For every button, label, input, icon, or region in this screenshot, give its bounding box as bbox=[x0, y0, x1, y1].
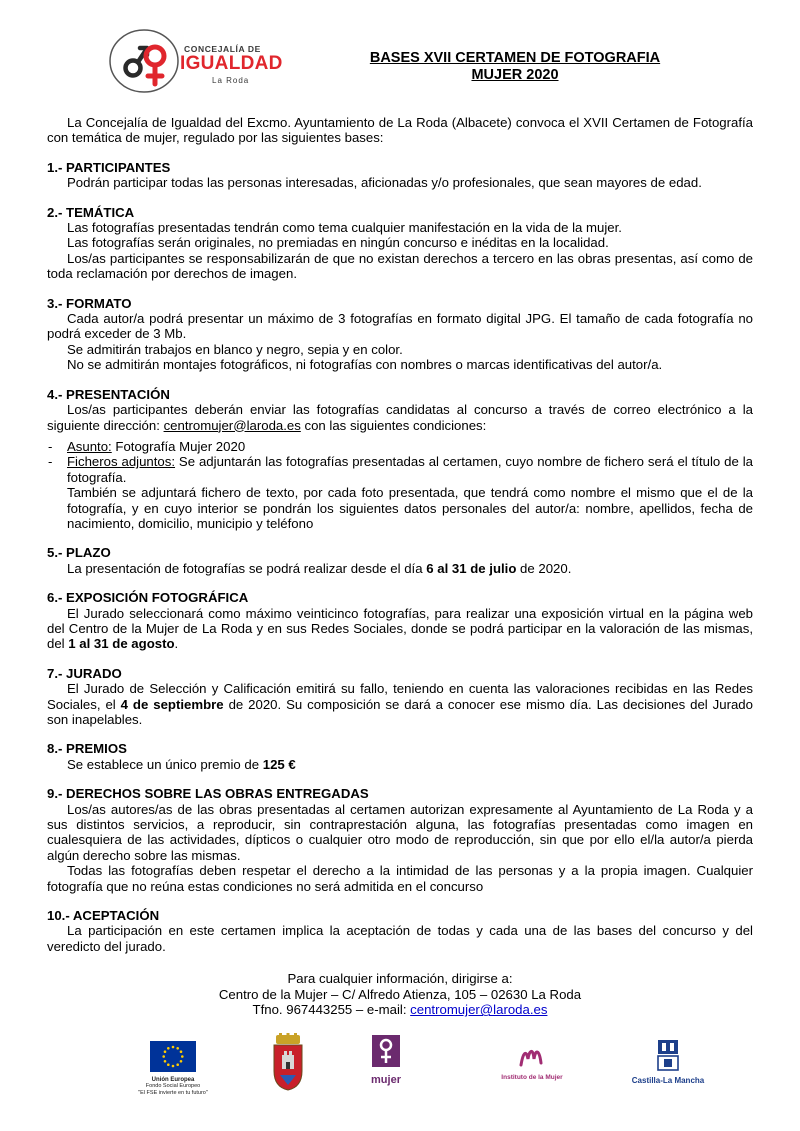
contact-line: Centro de la Mujer – C/ Alfredo Atienza, 105 – 02630 La Roda bbox=[218, 986, 582, 1002]
logo-top-text: CONCEJALÍA DE bbox=[184, 44, 261, 54]
text-span: con las siguientes condiciones: bbox=[300, 417, 487, 433]
paragraph bbox=[47, 402, 753, 433]
coat-of-arms-logo bbox=[268, 1033, 308, 1096]
condition-label: Ficheros adjuntos: bbox=[67, 454, 176, 470]
paragraph bbox=[47, 681, 753, 727]
text-span: La presentación de fotografías se podrá realizar desde el día bbox=[67, 560, 427, 576]
list-item bbox=[47, 439, 753, 454]
paragraph: Cada autor/a podrá presentar un máximo de 3 fotografías en formato digital JPG. El tamaño de cada fotografía no podrá exceder de 3 Mb. bbox=[47, 311, 753, 342]
eu-logo bbox=[138, 1041, 208, 1096]
condition-text: Fotografía Mujer 2020 bbox=[111, 438, 246, 454]
eu-label: Unión Europea bbox=[151, 1077, 195, 1083]
section-jurado bbox=[47, 666, 753, 728]
intro-paragraph: La Concejalía de Igualdad del Excmo. Ayuntamiento de La Roda (Albacete) convoca el XVII Certamen de Fotografía con temática de mujer, regulado por las siguientes bases: bbox=[47, 115, 753, 146]
section-heading: 7.- JURADO bbox=[47, 665, 122, 681]
text-span: Se establece un único premio de bbox=[67, 756, 263, 772]
logo-sub-text: La Roda bbox=[212, 76, 250, 85]
section-heading: 3.- FORMATO bbox=[47, 295, 132, 311]
paragraph bbox=[47, 606, 753, 652]
section-formato bbox=[47, 296, 753, 373]
eu-fund-label: Fondo Social Europeo bbox=[145, 1083, 201, 1089]
paragraph: La participación en este certamen implica la aceptación de todas y cada una de las bases del concurso y del veredicto del jurado. bbox=[47, 923, 753, 954]
document-title bbox=[330, 50, 700, 84]
bold-text: 1 al 31 de agosto bbox=[68, 636, 175, 652]
gender-equality-symbols-icon bbox=[108, 28, 180, 94]
condition-paragraph: También se adjuntará fichero de texto, por cada foto presentada, que tendrá como nombre el mismo que el de la fotografía, y en cuyo interior se pondrán los siguientes datos personales del autor/a: nombre, apellidos, fecha de nacimiento, domicilio, municipio y teléfono bbox=[67, 485, 753, 531]
paragraph: Los/as autores/as de las obras presentadas al certamen autorizan expresamente al Ayuntamiento de La Roda y a sus distintos servicios, a reproducir, sin contraprestación alguna, las fotografías presentadas como imagen en cualesquiera de las actividades, dípticos o cualquier otro modo de reproducción, sin que por ello el/la autor/a pierda algún derecho sobre las mismas. bbox=[47, 801, 753, 863]
section-derechos bbox=[47, 786, 753, 894]
section-heading: 8.- PREMIOS bbox=[47, 741, 127, 757]
text-span: de 2020. bbox=[516, 560, 572, 576]
document-body bbox=[47, 115, 753, 954]
list-item bbox=[47, 454, 753, 531]
text-span: de 2020. Su composición se dará a conocer ese mismo día. Las decisiones del Jurado son inapelables. bbox=[47, 696, 753, 727]
centro-mujer-logo bbox=[366, 1033, 406, 1086]
contact-line: Para cualquier información, dirigirse a: bbox=[287, 971, 513, 986]
section-plazo bbox=[47, 545, 753, 576]
contact-line bbox=[150, 1002, 650, 1018]
condition-label: Asunto: bbox=[67, 438, 112, 454]
paragraph bbox=[47, 757, 753, 772]
contact-email-link[interactable]: centromujer@laroda.es bbox=[410, 1002, 548, 1018]
section-premios bbox=[47, 741, 753, 772]
instituto-mujer-logo-icon bbox=[517, 1043, 547, 1069]
section-heading: 2.- TEMÁTICA bbox=[47, 204, 135, 220]
paragraph: Los/as participantes se responsabilizarán de que no existan derechos a tercero en las obras presentas, así como de toda reclamación por derechos de imagen. bbox=[47, 250, 753, 282]
eu-slogan: "El FSE invierte en tu futuro" bbox=[138, 1089, 208, 1096]
section-exposicion bbox=[47, 590, 753, 652]
text-span: El Jurado seleccionará como máximo veinticinco fotografías, para realizar una exposición virtual en la página web del Centro de la Mujer de La Roda y en sus Redes Sociales, donde se podrá participar en la valoración de las mismas, del bbox=[47, 605, 753, 652]
logo-main-text: IGUALDAD bbox=[180, 53, 283, 74]
paragraph: Las fotografías presentadas tendrán como tema cualquier manifestación en la vida de la mujer. bbox=[67, 220, 622, 236]
section-heading: 6.- EXPOSICIÓN FOTOGRÁFICA bbox=[47, 590, 249, 606]
section-aceptacion bbox=[47, 908, 753, 954]
concejalia-igualdad-logo bbox=[108, 28, 283, 94]
bold-text: 6 al 31 de julio bbox=[426, 560, 517, 576]
paragraph: No se admitirán montajes fotográficos, ni fotografías con nombres o marcas identificativas del autor/a. bbox=[67, 357, 663, 373]
email-link[interactable]: centromujer@laroda.es bbox=[163, 417, 301, 433]
section-heading: 1.- PARTICIPANTES bbox=[47, 159, 171, 175]
condition-text: Se adjuntarán las fotografías presentadas al certamen, cuyo nombre de fichero será el título de la fotografía. bbox=[67, 454, 753, 485]
section-heading: 10.- ACEPTACIÓN bbox=[47, 908, 160, 924]
title-line-1: BASES XVII CERTAMEN DE FOTOGRAFIA bbox=[369, 50, 661, 66]
title-line-2: MUJER 2020 bbox=[471, 67, 559, 83]
coat-of-arms-icon bbox=[270, 1033, 306, 1091]
text-span: Tfno. 967443255 – e-mail: bbox=[252, 1002, 411, 1018]
paragraph: Las fotografías serán originales, no premiadas en ningún concurso e inéditas en la localidad. bbox=[67, 235, 609, 251]
instituto-mujer-logo bbox=[492, 1043, 572, 1081]
centro-mujer-logo-icon bbox=[370, 1033, 402, 1069]
condition-paragraph bbox=[67, 454, 753, 485]
paragraph: Todas las fotografías deben respetar el derecho a la intimidad de las personas y a la propia imagen. Cualquier fotografía que no reúna estas condiciones no será admitida en el concurso bbox=[47, 863, 753, 894]
contact-info bbox=[150, 971, 650, 1018]
section-presentacion bbox=[47, 387, 753, 532]
intro-section bbox=[47, 115, 753, 146]
paragraph: Se admitirán trabajos en blanco y negro, sepia y en color. bbox=[67, 341, 403, 357]
section-heading: 4.- PRESENTACIÓN bbox=[47, 386, 170, 402]
section-participantes bbox=[47, 160, 753, 191]
section-heading: 9.- DERECHOS SOBRE LAS OBRAS ENTREGADAS bbox=[47, 786, 369, 802]
text-span: . bbox=[174, 636, 179, 652]
paragraph bbox=[47, 561, 753, 576]
footer-logos bbox=[0, 1033, 800, 1123]
castilla-la-mancha-logo-icon bbox=[655, 1039, 681, 1071]
mujer-logo-text: mujer bbox=[371, 1074, 401, 1086]
section-tematica bbox=[47, 205, 753, 282]
bold-text: 4 de septiembre bbox=[120, 696, 224, 712]
paragraph: Podrán participar todas las personas interesadas, aficionadas y/o profesionales, que sean mayores de edad. bbox=[67, 175, 702, 191]
instituto-label: Instituto de la Mujer bbox=[501, 1074, 563, 1081]
clm-label: Castilla-La Mancha bbox=[631, 1076, 705, 1085]
castilla-la-mancha-logo bbox=[626, 1039, 710, 1085]
bold-text: 125 € bbox=[262, 756, 296, 772]
text-span: El Jurado de Selección y Calificación emitirá su fallo, teniendo en cuenta las valoraciones recibidas en las Redes Sociales, el bbox=[47, 681, 753, 712]
text-span: Los/as participantes deberán enviar las fotografías candidatas al concurso a través de correo electrónico a la siguiente dirección: bbox=[47, 402, 753, 433]
section-heading: 5.- PLAZO bbox=[47, 545, 111, 561]
eu-flag-icon bbox=[150, 1041, 196, 1072]
conditions-list bbox=[47, 439, 753, 531]
